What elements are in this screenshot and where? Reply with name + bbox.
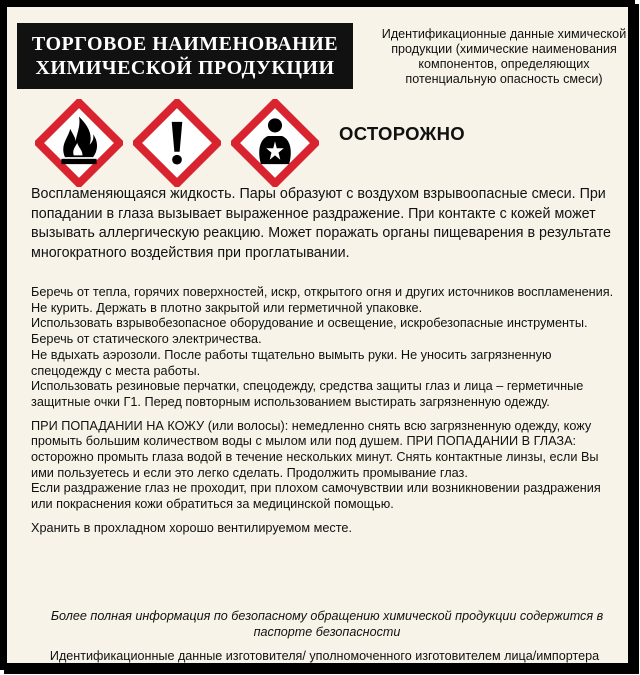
precaution-paragraph: Не вдыхать аэрозоли. После работы тщательно вымыть руки. Не уносить загрязненную спецодежду с места работы. bbox=[31, 347, 552, 378]
exclamation-mark-pictogram-icon bbox=[133, 99, 221, 187]
precaution-paragraph: Хранить в прохладном хорошо вентилируемом месте. bbox=[31, 520, 352, 535]
manufacturer-identification: Идентификационные данные изготовителя/ уполномоченного изготовителем лица/импортера bbox=[49, 649, 600, 663]
precaution-paragraph: ПРИ ПОПАДАНИИ НА КОЖУ (или волосы): немедленно снять всю загрязненную одежду, кожу промыть большим количеством воды с мылом или под душем. ПРИ ПОПАДАНИИ В ГЛАЗА: осторожно промыть глаза водой в течение нескольких минут. Снять контактные линзы, если Вы ими пользуетесь и если это легко сделать. Продолжить промывание глаз. bbox=[31, 418, 599, 480]
precaution-paragraph: Если раздражение глаз не проходит, при плохом самочувствии или возникновении раздражения или покраснения кожи обратиться за медицинской помощью. bbox=[31, 481, 601, 512]
flame-pictogram-icon bbox=[35, 99, 123, 187]
paragraph-spacer bbox=[31, 513, 623, 521]
precaution-paragraph: Использовать резиновые перчатки, спецодежду, средства защиты глаз и лица – герметичные защитные очки Г1. Перед повторным использованием выстирать загрязненную одежду. bbox=[31, 379, 584, 409]
signal-word: ОСТОРОЖНО bbox=[339, 123, 465, 144]
health-hazard-pictogram-icon bbox=[231, 99, 319, 187]
precaution-paragraph: Использовать взрывобезопасное оборудование и освещение, искробезопасные инструменты. Беречь от статического электричества. bbox=[31, 316, 588, 347]
product-trade-name: ТОРГОВОЕ НАИМЕНОВАНИЕ ХИМИЧЕСКОЙ ПРОДУКЦИИ bbox=[17, 23, 353, 89]
chemical-identification: Идентификационные данные химической продукции (химические наименования компонентов, определяющих потенциальную опасность смеси) bbox=[381, 27, 627, 86]
precaution-paragraph: Беречь от тепла, горячих поверхностей, искр, открытого огня и других источников воспламенения. Не курить. Держать в плотно закрытой или герметичной упаковке. bbox=[31, 285, 614, 315]
safety-data-sheet-note: Более полная информация по безопасному обращению химической продукции содержится в паспорте безопасности bbox=[50, 609, 604, 639]
pictogram-row bbox=[35, 99, 335, 187]
paragraph-spacer bbox=[31, 411, 623, 419]
precautionary-statements bbox=[31, 285, 623, 537]
hazard-statement: Воспламеняющаяся жидкость. Пары образуют с воздухом взрывоопасные смеси. При попадании в глаза вызывает выраженное раздражение. При контакте с кожей может вызывать аллергическую реакцию. Может поражать органы пищеварения в результате многократного воздействия при проглатывании. bbox=[31, 186, 611, 261]
